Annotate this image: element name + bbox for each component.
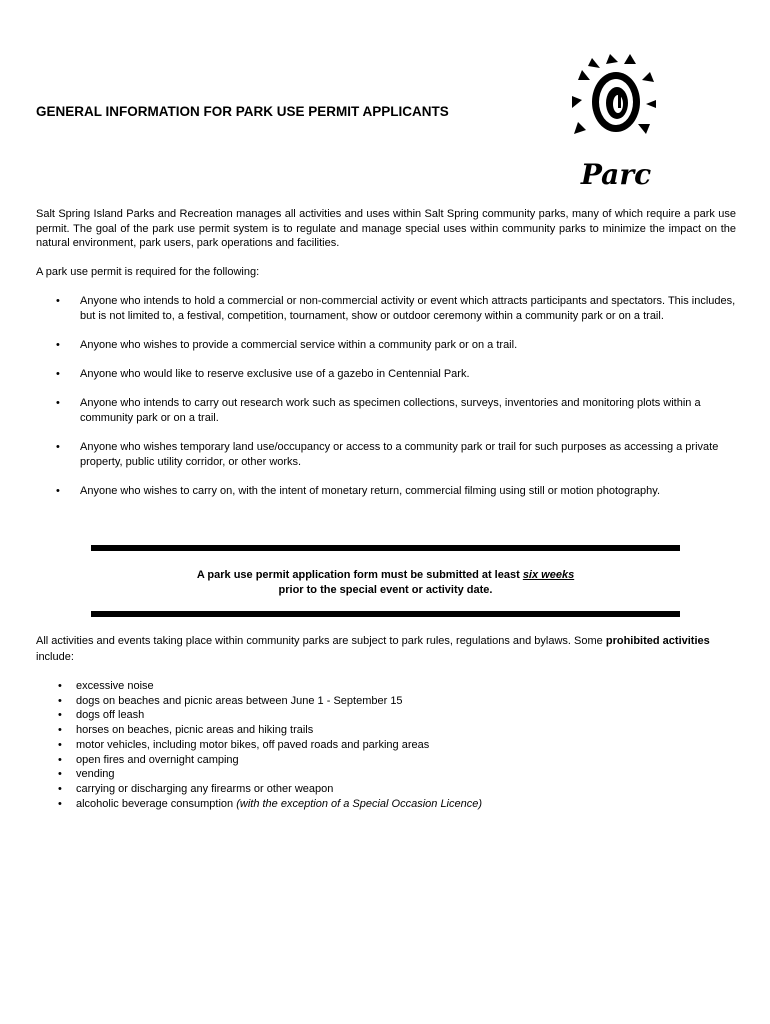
licence-note: (with the exception of a Special Occasion Licence) [236,797,483,810]
bullet-icon: • [58,738,62,751]
list-item: • vending [58,768,115,781]
bullet-icon: • [56,397,60,410]
bullet-icon: • [56,440,60,453]
six-weeks-emphasis: six weeks [522,569,575,581]
bullet-icon: • [58,680,62,692]
bullet-icon: • [58,724,62,737]
list-item: • Anyone who would like to reserve exclusive use of a gazebo in Centennial Park. [56,367,470,380]
required-list [36,294,736,513]
prohibited-label: prohibited activities [605,635,710,647]
sun-spiral-logo [568,52,664,192]
bullet-icon: • [58,753,62,766]
bullet-icon: • [56,484,60,497]
list-item: • Anyone who wishes to carry on, with the intent of monetary return, commercial filming using still or motion photography. [56,484,661,497]
list-item: • Anyone who wishes temporary land use/occupancy or access to a community park or trail for such purposes as accessing a private property, public utility corridor, or other works. [56,440,719,468]
list-item: • open fires and overnight camping [58,753,239,766]
list-item: • dogs off leash [58,709,145,722]
intro-paragraph: Salt Spring Island Parks and Recreation manages all activities and uses within Salt Spring community parks, many of which require a park use permit. The goal of the park use permit system is to regulate and manage special uses within community parks to minimize the impact on the natural environment, park users, park operations and facilities. [36,208,736,250]
required-heading: A park use permit is required for the following: [36,266,260,278]
bullet-icon: • [56,338,60,351]
divider-bottom [91,611,680,617]
list-item: • Anyone who wishes to provide a commercial service within a community park or on a trail. [56,338,518,351]
list-item: • alcoholic beverage consumption (with the exception of a Special Occasion Licence) [58,797,483,810]
bullet-icon: • [58,768,62,781]
list-item: • excessive noise [58,680,154,692]
list-item: • horses on beaches, picnic areas and hiking trails [58,724,314,737]
bullet-icon: • [58,709,62,722]
bullet-icon: • [58,782,62,795]
rules-paragraph: All activities and events taking place within community parks are subject to park rules, regulations and bylaws. Some prohibited activities include: [36,635,710,663]
notice-text: A park use permit application form must be submitted at least six weeks prior to the special event or activity date. [196,569,575,596]
bullet-icon: • [58,694,62,707]
bullet-icon: • [56,367,60,380]
bullet-icon: • [56,295,60,307]
list-item: • Anyone who intends to carry out research work such as specimen collections, surveys, inventories and monitoring plots within a community park or on a trail. [56,397,701,424]
divider-top [91,545,680,551]
list-item: • dogs on beaches and picnic areas between June 1 - September 15 [58,694,403,707]
prohibited-list [36,679,482,811]
bullet-icon: • [58,797,62,810]
list-item: • motor vehicles, including motor bikes, off paved roads and parking areas [58,738,430,751]
list-item: • carrying or discharging any firearms or other weapon [58,782,334,795]
page-title: GENERAL INFORMATION FOR PARK USE PERMIT APPLICANTS [36,104,449,119]
logo-text: Parc [580,158,652,191]
list-item: • Anyone who intends to hold a commercial or non-commercial activity or event which attracts participants and spectators. This includes, but is not limited to, a festival, competition, tournament, show or outdoor ceremony within a community park or on a trail. [56,295,736,322]
